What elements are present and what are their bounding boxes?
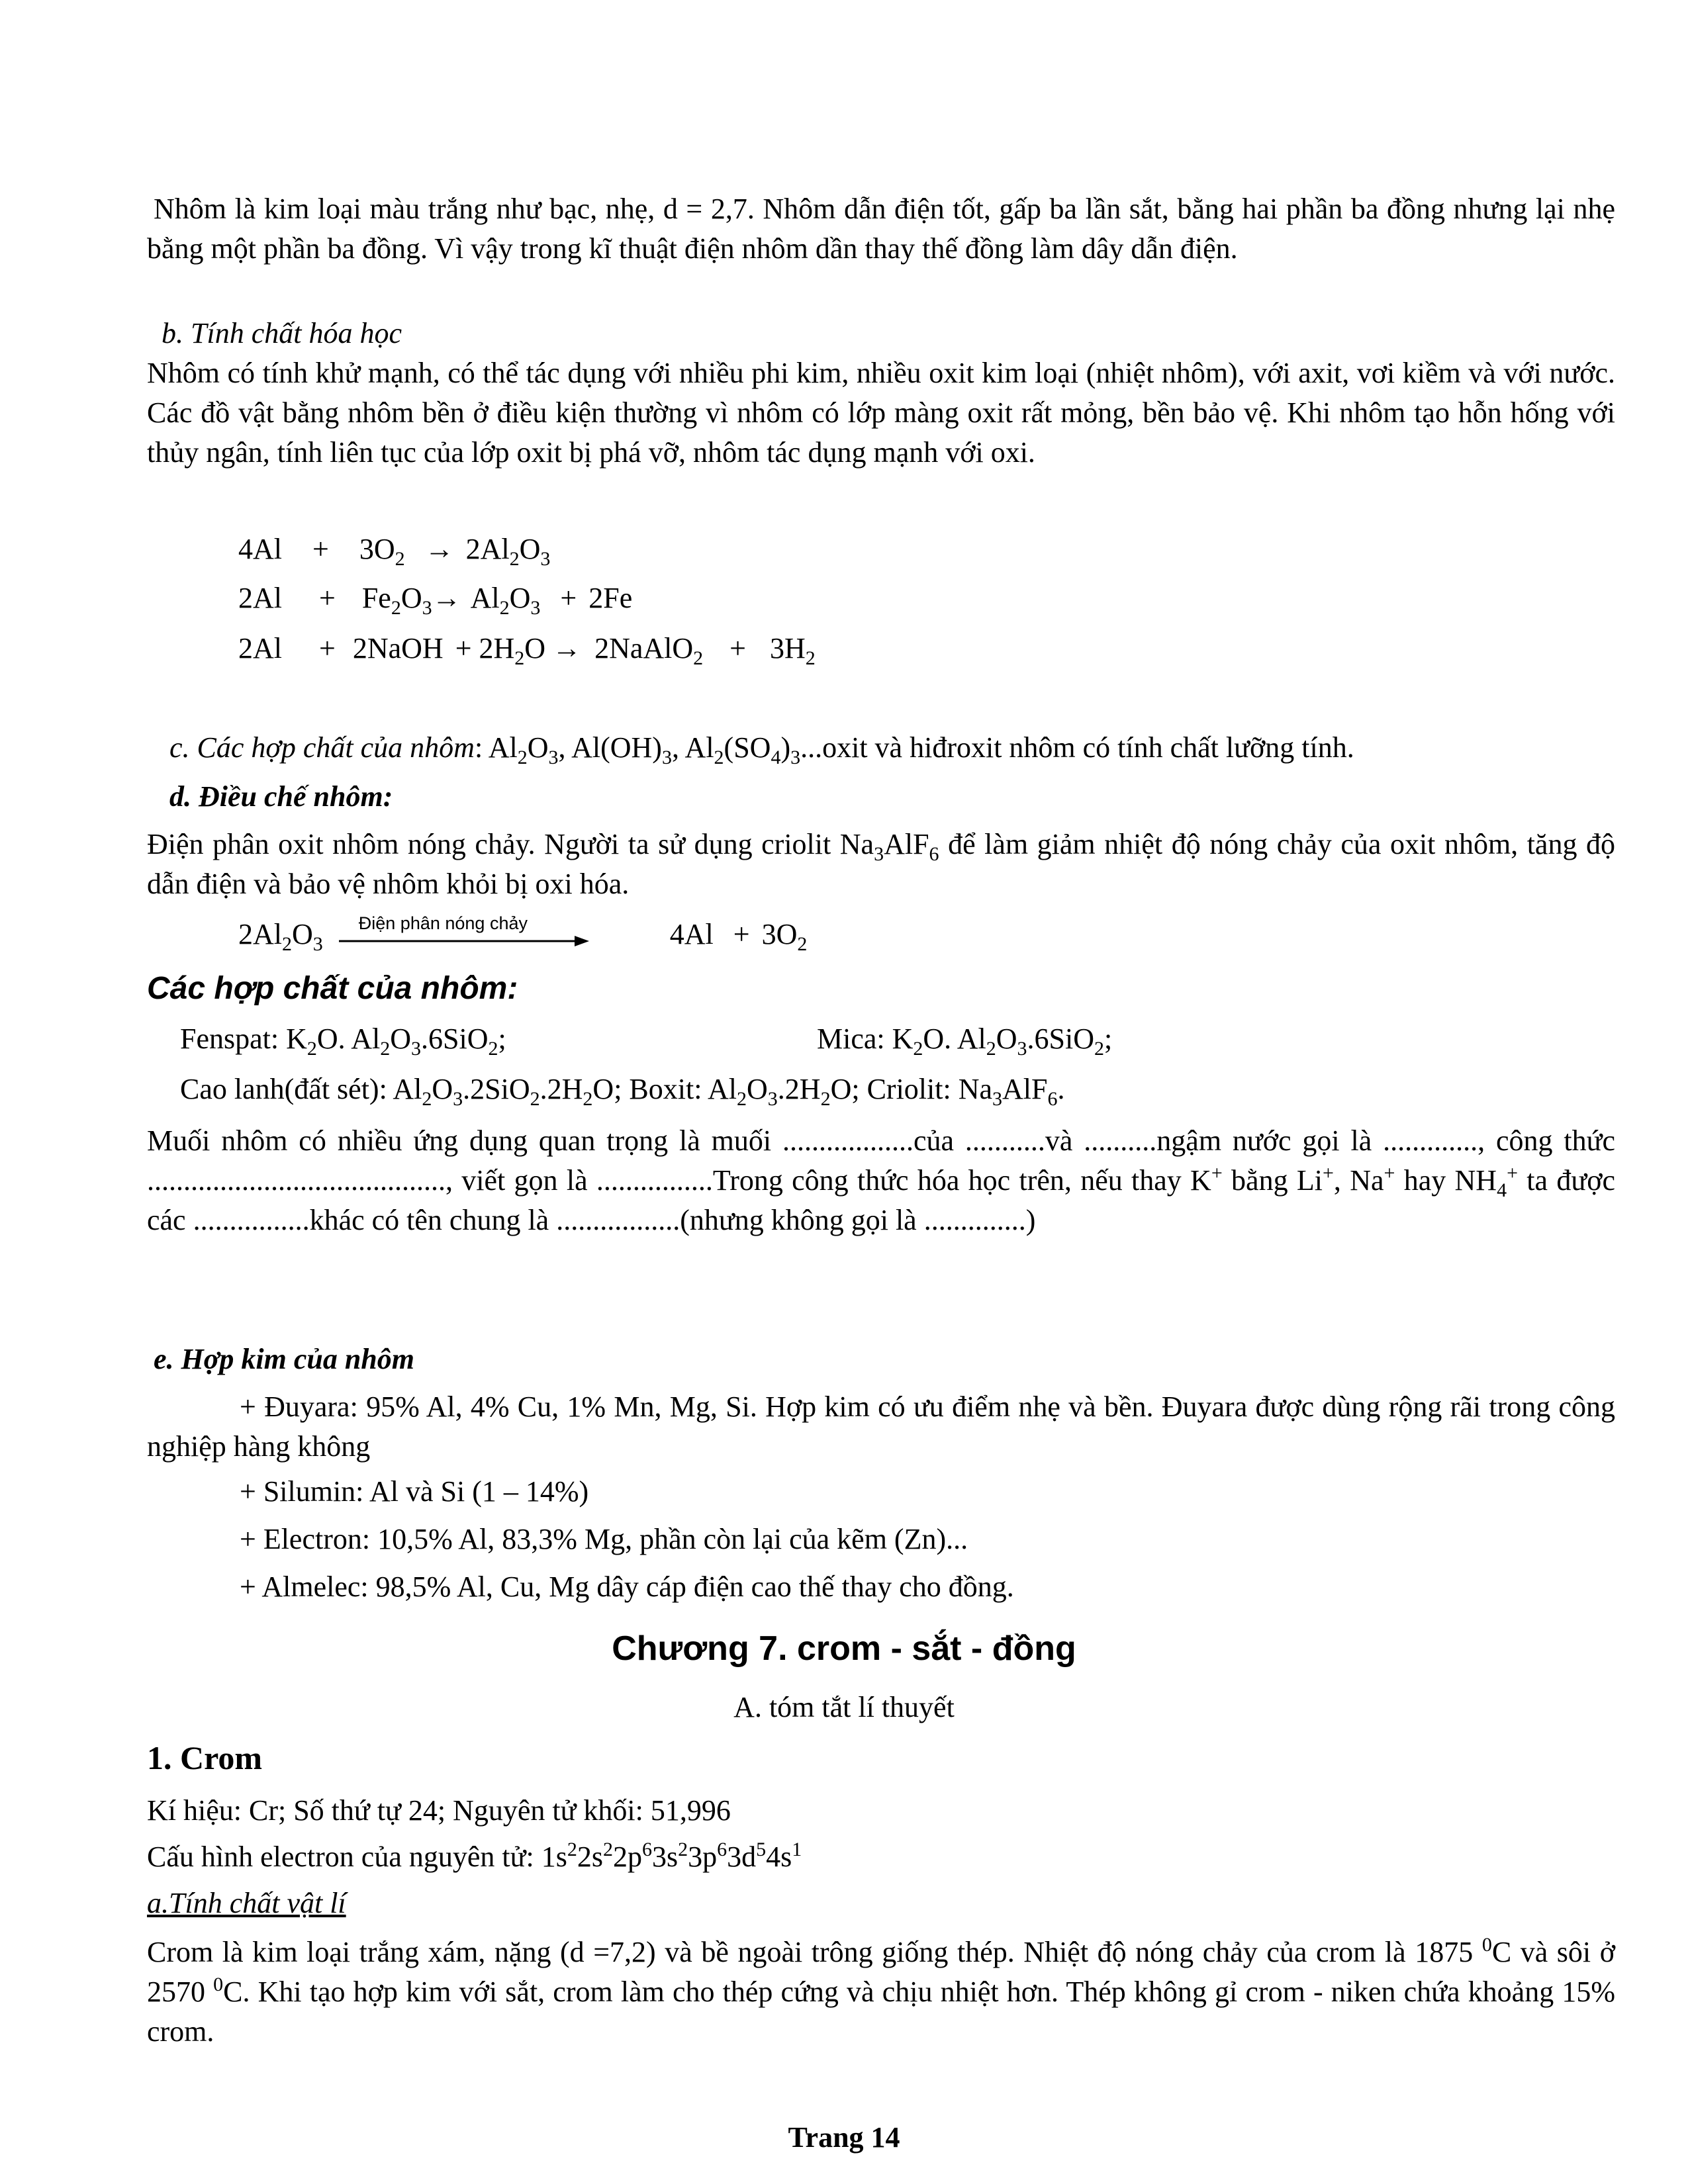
paragraph-chemical-properties: Nhôm có tính khử mạnh, có thể tác dụng với nhiều phi kim, nhiều oxit kim loại (nhiệt nhôm), với axit, vơi kiềm và với nước. Các đồ vật bằng nhôm bền ở điều kiện thường vì nhôm có lớp màng oxit rất mỏng, bền bảo vệ. Khi nhôm tạo hỗn hống với thủy ngân, tính liên tục của lớp oxit bị phá vỡ, nhôm tác dụng mạnh với oxi.: [147, 357, 1615, 469]
compounds-intro-line: c. Các hợp chất của nhôm: $Al_2O_3$, $Al(OH)_3$, $Al_2(SO_4)_3...oxit$ và hiđroxit nhôm có tính chất lưỡng tính.: [169, 731, 1354, 768]
equation-2: $2Al + Fe_2O_3\to Al_2O_3 + 2Fe$: [238, 582, 633, 619]
paragraph-physical-properties: Nhôm là kim loại màu trắng như bạc, nhẹ, d = 2,7. Nhôm dẫn điện tốt, gấp ba lần sắt, bằng hai phần ba đồng nhưng lại nhẹ bằng một phần ba đồng. Vì vậy trong kĩ thuật điện nhôm dần thay thế đồng làm dây dẫn điện.: [147, 193, 1615, 265]
heading-crom: 1. Crom: [147, 1739, 263, 1776]
alloy-almelec: + Almelec: 98,5% Al, Cu, Mg dây cáp điện cao thế thay cho đồng.: [240, 1570, 1014, 1603]
heading-compounds: Các hợp chất của nhôm:: [147, 971, 518, 1006]
equation-3: 2Al + 2NaOH + $2H_2O$ → 2NaAlO$_2$ + $3H_2$: [238, 632, 816, 669]
mica-formula: Mica: $K_2O$. $Al_2O_3.6SiO_2$;: [817, 1023, 1113, 1060]
heading-c-compounds: c. Các hợp chất của nhôm: [169, 731, 475, 764]
chapter-title: Chương 7. crom - sắt - đồng: [612, 1629, 1076, 1668]
heading-d-production: d. Điều chế nhôm:: [169, 780, 393, 813]
fenspat-formula: Fenspat: $K_2O$. $Al_2O_3.6SiO_2$;: [180, 1023, 506, 1060]
alloy-electron: + Electron: 10,5% Al, 83,3% Mg, phần còn lại của kẽm (Zn)...: [240, 1523, 968, 1555]
crom-symbol-info: Kí hiệu: Cr; Số thứ tự 24; Nguyên tử khối: 51,996: [147, 1794, 731, 1827]
electrolysis-arrow: [339, 915, 590, 954]
alloy-silumin: + Silumin: Al và Si (1 – 14%): [240, 1475, 589, 1508]
alloy-duyara: + Đuyara: 95% Al, 4% Cu, 1% Mn, Mg, Si. Hợp kim có ưu điểm nhẹ và bền. Đuyara được dùng rộng rãi trong công nghiệp hàng không: [147, 1390, 1615, 1463]
paragraph-crom-physical: Crom là kim loại trắng xám, nặng (d =7,2) và bề ngoài trông giống thép. Nhiệt độ nóng chảy của crom là 1875 $^0$C và sôi ở 2570 $^0$C. Khi tạo hợp kim với sắt, crom làm cho thép cứng và chịu nhiệt hơn. Thép không gỉ crom - niken chứa khoảng 15% crom.: [147, 1934, 1615, 2048]
right-arrow-icon: [339, 934, 590, 948]
caolanh-boxit-criolit: Cao lanh(đất sét): $Al_2O_3.2SiO_2.2H_2O$; Boxit: $Al_2O_3.2H_2O$; Criolit: $Na_3AlF_6$.: [180, 1073, 1065, 1110]
equation-1: $4Al + 3O_2 \to 2Al_2O_3$: [238, 533, 551, 570]
equation-electrolysis: $2Al_2O_3$ Điện phân nóng chảy $4Al + 3O_2$: [238, 913, 808, 955]
heading-b-chemical-properties: b. Tính chất hóa học: [162, 317, 402, 349]
crom-electron-config: Cấu hình electron của nguyên tử: $1s^22s^22p^63s^23p^63d^54s^1$: [147, 1839, 802, 1873]
arrow-label: Điện phân nóng chảy: [358, 913, 528, 933]
paragraph-aluminium-salt-blanks: Muối nhôm có nhiều ứng dụng quan trọng là muối ..................của ...........và ..........ngậm nước gọi là ............., công thức ........................................., viết gọn là ................Trong công thức hóa học trên, nếu thay K+ bằng Li+, Na+ hay $NH_4^+$ ta được các ................khác có tên chung là .................(nhưng không gọi là ..............): [147, 1124, 1615, 1236]
paragraph-electrolysis: Điện phân oxit nhôm nóng chảy. Người ta sử dụng criolit $Na_3AlF_6$ để làm giảm nhiệt độ nóng chảy của oxit nhôm, tăng độ dẫn điện và bảo vệ nhôm khỏi bị oxi hóa.: [147, 828, 1615, 900]
heading-a-physical-properties: a.Tính chất vật lí: [147, 1887, 346, 1919]
page-number-footer: Trang 14: [788, 2121, 900, 2154]
heading-e-alloys: e. Hợp kim của nhôm: [154, 1343, 414, 1375]
section-title: A. tóm tắt lí thuyết: [733, 1691, 955, 1723]
